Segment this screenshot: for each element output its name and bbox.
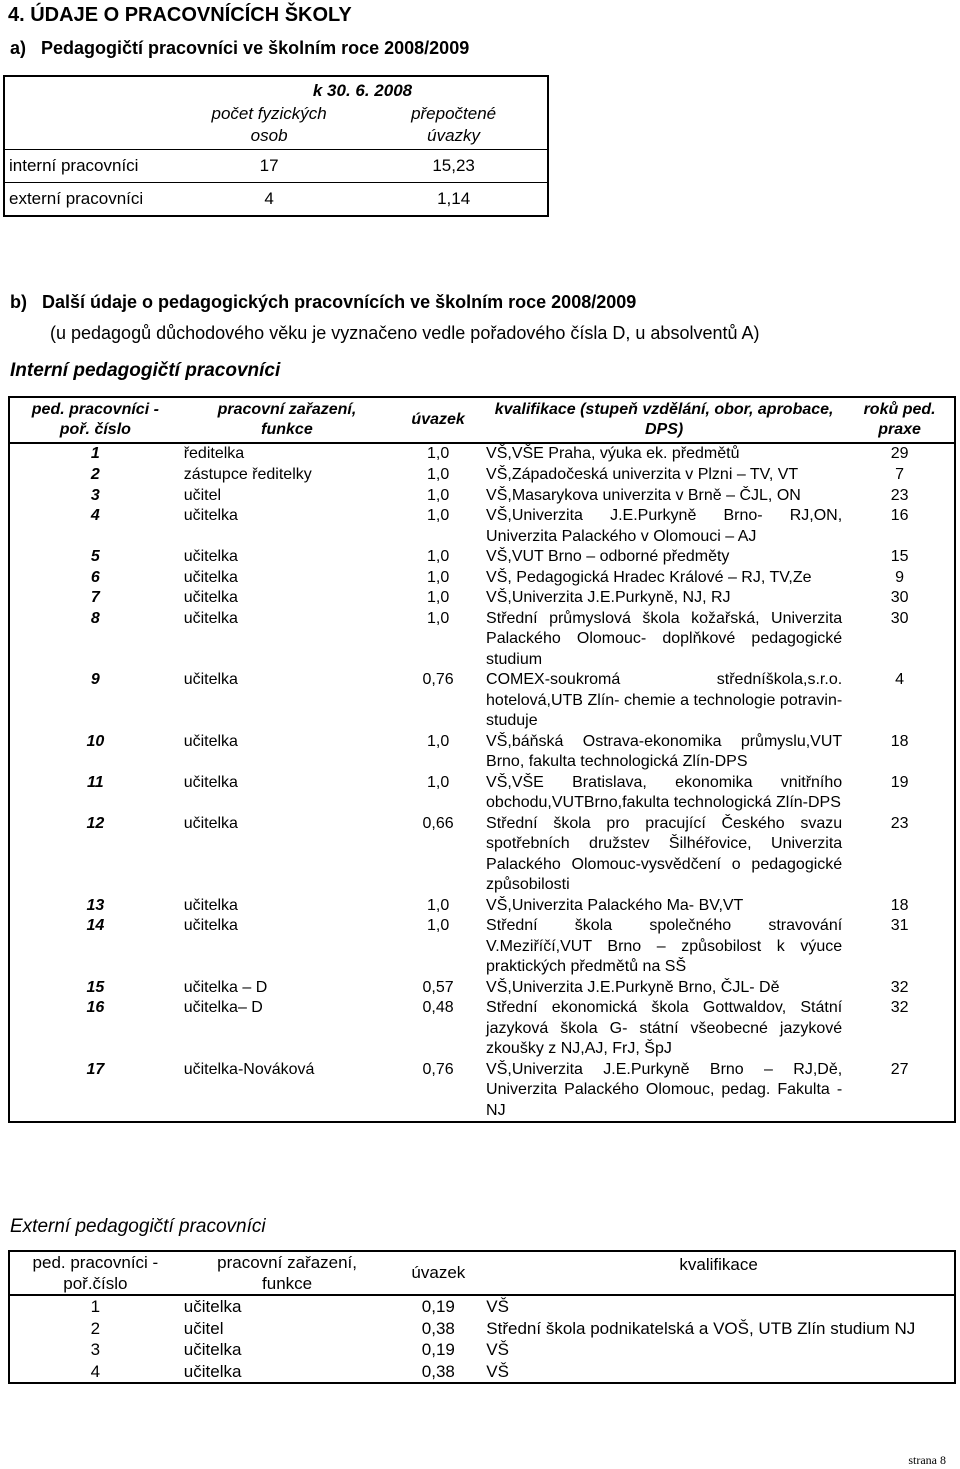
staff-summary-table	[3, 75, 549, 217]
header-load: úvazek	[411, 1262, 466, 1282]
row-years: 16	[890, 507, 909, 524]
row-qualification: Střední ekonomická škola Gottwaldov, Státní jazyková škola G- státní všeobecné jazykové zkoušky z NJ,AJ, FrJ, ŠpJ	[486, 999, 843, 1057]
row-load: 1,0	[426, 445, 450, 462]
row-role: učitelka	[183, 609, 238, 627]
row-qualification: VŠ,Západočeská univerzita v Plzni – TV, VT	[486, 466, 799, 483]
row-load: 1,0	[426, 568, 450, 586]
internal-staff-table	[8, 396, 956, 1123]
row-role: učitel	[183, 1318, 224, 1338]
summary-row-external	[4, 183, 548, 217]
row-number: 2	[90, 1318, 101, 1338]
row-number: 7	[90, 589, 100, 606]
row-qualification: VŠ,VŠE Praha, výuka ek. předmětů	[486, 445, 740, 462]
table-row	[9, 916, 955, 978]
row-role: ředitelka	[183, 445, 245, 462]
row-load: 1,0	[426, 773, 450, 791]
row-load: 1,0	[426, 507, 450, 524]
row-qualification: VŠ,Univerzita J.E.Purkyně Brno- RJ,ON, Univerzita Palackého v Olomouci – AJ	[486, 507, 843, 545]
row-qualification: VŠ,báňská Ostrava-ekonomika průmyslu,VUT Brno, fakulta technologická Zlín-DPS	[486, 732, 843, 770]
row-number: 3	[90, 1340, 101, 1359]
subsection-b-note: (u pedagogů důchodového věku je vyznačeno vedle pořadového čísla D, u absolventů A)	[50, 323, 760, 343]
row-role: učitelka-Nováková	[183, 1060, 315, 1078]
row-number: 15	[86, 978, 105, 996]
row-number: 14	[86, 917, 105, 934]
page-number: strana 8	[908, 1453, 946, 1467]
row-load: 0,57	[422, 978, 454, 996]
row-years: 30	[890, 589, 909, 606]
summary-row-fte: 1,14	[437, 189, 471, 208]
header-qualification: kvalifikace (stupeň vzdělání, obor, aprobace, DPS)	[494, 401, 834, 438]
table-row	[9, 1339, 955, 1361]
row-role: učitel	[183, 486, 222, 504]
header-number: ped. pracovníci - poř. číslo	[31, 401, 159, 438]
row-load: 0,19	[421, 1297, 455, 1316]
row-years: 9	[895, 568, 905, 586]
table-row	[9, 506, 955, 547]
row-role: učitelka	[183, 773, 238, 791]
row-load: 1,0	[426, 609, 450, 627]
table-row	[9, 443, 955, 465]
row-load: 1,0	[426, 548, 450, 565]
row-role: učitelka– D	[183, 999, 263, 1016]
row-role: učitelka	[183, 896, 238, 914]
row-number: 12	[86, 814, 105, 832]
row-role: učitelka – D	[183, 978, 268, 996]
summary-row-fte: 15,23	[432, 156, 475, 175]
internal-header-row	[9, 397, 955, 443]
internal-staff-rows	[9, 443, 955, 1122]
section-title: 4. ÚDAJE O PRACOVNÍCÍCH ŠKOLY	[8, 4, 352, 26]
row-years: 32	[890, 999, 909, 1016]
summary-header-row	[4, 101, 548, 150]
row-number: 10	[86, 732, 105, 750]
row-role: učitelka	[183, 732, 238, 750]
row-number: 17	[86, 1060, 105, 1078]
row-load: 0,38	[421, 1318, 455, 1338]
row-role: učitelka	[183, 1297, 242, 1316]
row-number: 9	[90, 671, 100, 688]
row-qualification: VŠ	[486, 1297, 509, 1316]
summary-date-header: k 30. 6. 2008	[312, 81, 413, 100]
summary-row-persons: 17	[259, 156, 279, 175]
internal-staff-title: Interní pedagogičtí pracovníci	[10, 360, 281, 381]
row-load: 0,19	[421, 1340, 455, 1359]
row-qualification: VŠ,Masarykova univerzita v Brně – ČJL, ON	[486, 486, 801, 504]
external-staff-rows	[9, 1295, 955, 1383]
summary-date-row	[4, 76, 548, 101]
row-load: 0,76	[422, 671, 454, 688]
row-number: 2	[90, 466, 100, 483]
header-qualification: kvalifikace	[679, 1255, 758, 1274]
row-load: 1,0	[426, 589, 450, 606]
subsection-a-title: a) Pedagogičtí pracovníci ve školním roce 2008/2009	[10, 38, 470, 58]
row-role: učitelka	[183, 507, 238, 524]
row-number: 1	[90, 445, 100, 462]
row-role: učitelka	[183, 568, 238, 586]
header-years: roků ped. praxe	[863, 401, 936, 438]
table-row	[9, 732, 955, 773]
row-qualification: Střední průmyslová škola kožařská, Univerzita Palackého Olomouc- doplňkové pedagogické studium	[486, 609, 843, 668]
row-role: zástupce ředitelky	[183, 466, 312, 483]
row-qualification: VŠ	[486, 1340, 509, 1359]
row-number: 16	[86, 999, 105, 1016]
table-row	[9, 1295, 955, 1318]
row-qualification: VŠ,VUT Brno – odborné předměty	[486, 548, 730, 565]
table-row	[9, 773, 955, 814]
row-years: 18	[890, 732, 909, 750]
row-years: 27	[890, 1060, 909, 1078]
external-staff-table	[8, 1250, 956, 1384]
row-years: 32	[890, 978, 909, 996]
row-role: učitelka	[183, 1361, 242, 1381]
row-qualification: VŠ, Pedagogická Hradec Králové – RJ, TV,Ze	[486, 568, 812, 586]
summary-row-persons: 4	[264, 189, 274, 208]
row-load: 0,76	[422, 1060, 454, 1078]
header-load: úvazek	[411, 411, 465, 428]
table-row	[9, 486, 955, 507]
row-number: 11	[87, 773, 104, 791]
row-qualification: VŠ,Univerzita Palackého Ma- BV,VT	[486, 896, 744, 914]
table-row	[9, 670, 955, 732]
row-qualification: VŠ	[486, 1361, 509, 1381]
row-years: 7	[895, 466, 905, 483]
row-load: 1,0	[426, 486, 450, 504]
row-qualification: VŠ,Univerzita J.E.Purkyně, NJ, RJ	[486, 589, 731, 606]
summary-row-label: interní pracovníci	[9, 156, 139, 175]
summary-row-internal	[4, 150, 548, 183]
row-load: 1,0	[426, 466, 450, 483]
header-number: ped. pracovníci - poř.číslo	[32, 1253, 159, 1293]
row-years: 18	[890, 896, 909, 914]
row-load: 0,48	[422, 999, 454, 1016]
header-role: pracovní zařazení, funkce	[217, 401, 357, 438]
row-number: 4	[90, 1361, 101, 1381]
row-years: 23	[890, 486, 909, 504]
row-years: 4	[895, 671, 905, 688]
summary-col-persons: počet fyzických osob	[211, 104, 327, 145]
row-load: 1,0	[426, 732, 450, 750]
table-row	[9, 998, 955, 1060]
row-role: učitelka	[183, 671, 238, 688]
row-qualification: Střední škola společného stravování V.Meziříčí,VUT Brno – způsobilost k výuce praktických předmětů na SŠ	[486, 917, 843, 975]
subsection-b-title: b) Další údaje o pedagogických pracovnících ve školním roce 2008/2009	[10, 292, 637, 312]
table-row	[9, 547, 955, 568]
table-row	[9, 568, 955, 589]
row-number: 3	[90, 486, 100, 504]
external-staff-title: Externí pedagogičtí pracovníci	[10, 1216, 266, 1237]
row-years: 31	[890, 917, 909, 934]
table-row	[9, 896, 955, 917]
row-number: 5	[90, 548, 100, 565]
row-load: 1,0	[426, 917, 450, 934]
external-header-row	[9, 1251, 955, 1295]
row-number: 4	[90, 507, 100, 524]
row-years: 19	[890, 773, 909, 791]
table-row	[9, 1361, 955, 1384]
row-qualification: VŠ,Univerzita J.E.Purkyně Brno – RJ,Dě, Univerzita Palackého Olomouc, pedag. Fakulta - NJ	[486, 1060, 843, 1119]
table-row	[9, 1318, 955, 1340]
summary-row-label: externí pracovníci	[9, 189, 144, 208]
header-role: pracovní zařazení, funkce	[217, 1253, 358, 1293]
row-role: učitelka	[183, 814, 238, 832]
table-row	[9, 588, 955, 609]
row-qualification: Střední škola podnikatelská a VOŠ, UTB Zlín studium NJ	[486, 1318, 916, 1338]
row-role: učitelka	[183, 589, 238, 606]
row-qualification: Střední škola pro pracující Českého svazu spotřebních družstev Šilhéřovice, Univerzita Palackého Olomouc-vysvědčení o pedagogické způsobilosti	[486, 814, 843, 893]
row-load: 1,0	[426, 896, 450, 914]
table-row	[9, 1060, 955, 1123]
table-row	[9, 609, 955, 671]
table-row	[9, 814, 955, 896]
table-row	[9, 465, 955, 486]
row-role: učitelka	[183, 1340, 242, 1359]
row-number: 1	[90, 1297, 101, 1316]
row-load: 0,38	[421, 1361, 455, 1381]
row-qualification: VŠ,Univerzita J.E.Purkyně Brno, ČJL- Dě	[486, 978, 780, 996]
summary-col-fte: přepočtené úvazky	[411, 104, 497, 145]
row-number: 6	[90, 568, 100, 586]
row-role: učitelka	[183, 917, 238, 934]
row-years: 29	[890, 445, 909, 462]
row-qualification: COMEX-soukromá středníškola,s.r.o. hotelová,UTB Zlín- chemie a technologie potravin-studuje	[486, 671, 843, 729]
row-load: 0,66	[422, 814, 454, 832]
table-row	[9, 978, 955, 999]
row-years: 23	[890, 814, 909, 832]
row-years: 15	[890, 548, 909, 565]
row-role: učitelka	[183, 548, 238, 565]
row-number: 8	[90, 609, 100, 627]
row-number: 13	[86, 896, 105, 914]
row-qualification: VŠ,VŠE Bratislava, ekonomika vnitřního obchodu,VUTBrno,fakulta technologická Zlín-DPS	[486, 773, 843, 811]
row-years: 30	[890, 609, 909, 627]
